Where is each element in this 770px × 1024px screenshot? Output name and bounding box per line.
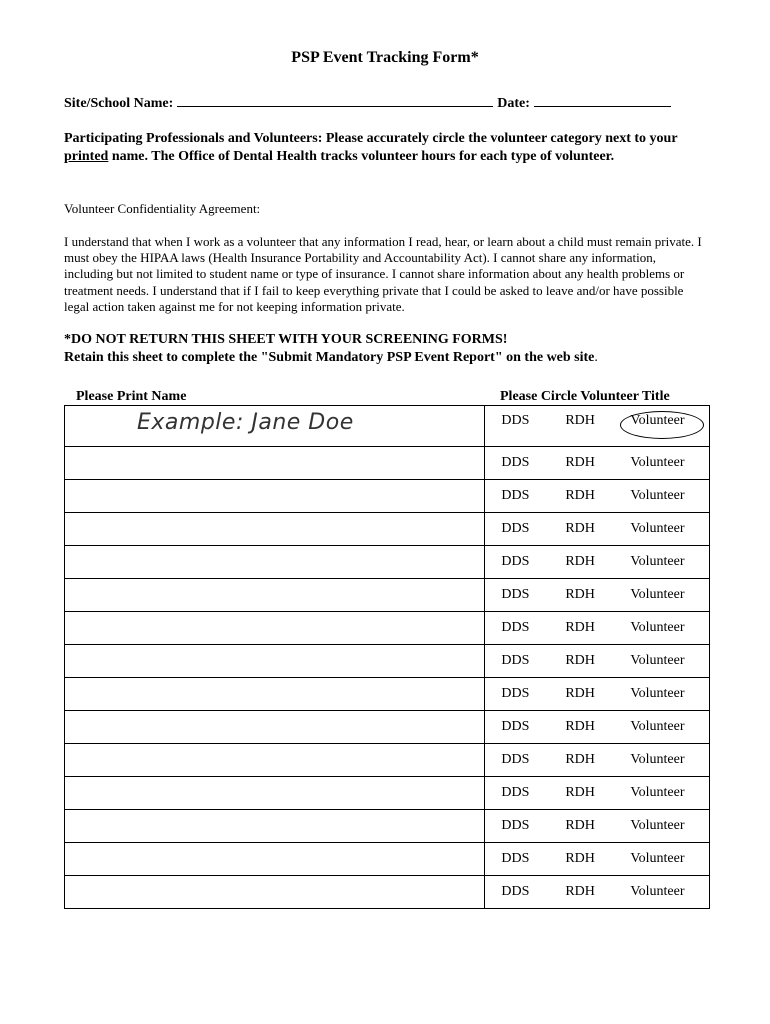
- participating-text-1: Participating Professionals and Volunteers: Please accurately circle the volunteer category next to your: [64, 131, 678, 146]
- option-volunteer[interactable]: Volunteer: [630, 653, 685, 668]
- title-cell: [485, 744, 710, 777]
- form-title: PSP Event Tracking Form*: [291, 49, 479, 66]
- option-dds[interactable]: DDS: [501, 413, 530, 428]
- name-cell[interactable]: [65, 612, 485, 645]
- table-row: [65, 645, 710, 678]
- title-cell: [485, 843, 710, 876]
- warning-period: .: [594, 350, 598, 365]
- option-rdh[interactable]: RDH: [565, 851, 595, 866]
- name-cell[interactable]: [65, 678, 485, 711]
- table-row: [65, 612, 710, 645]
- name-cell[interactable]: [65, 406, 485, 447]
- option-rdh[interactable]: RDH: [565, 521, 595, 536]
- option-rdh[interactable]: RDH: [565, 686, 595, 701]
- table-row: [65, 579, 710, 612]
- table-row-example: [65, 406, 710, 447]
- option-dds[interactable]: DDS: [501, 719, 530, 734]
- option-volunteer[interactable]: Volunteer: [630, 620, 685, 635]
- option-dds[interactable]: DDS: [501, 752, 530, 767]
- option-volunteer[interactable]: Volunteer: [630, 884, 685, 899]
- option-dds[interactable]: DDS: [501, 884, 530, 899]
- table-row: [65, 711, 710, 744]
- confidentiality-agreement: I understand that when I work as a volunteer that any information I read, hear, or learn about a child must remain private. I must obey the HIPAA laws (Health Insurance Portability and Accountability Act). I cannot share any information, including but not limited to student name or type of insurance. I cannot share information about any health problems or treatment needs. I understand that if I fail to keep everything private that I could be asked to leave and/or have possible legal action taken against me for not keeping information private.: [64, 234, 702, 314]
- option-rdh[interactable]: RDH: [565, 455, 595, 470]
- option-volunteer[interactable]: Volunteer: [630, 818, 685, 833]
- table-row: [65, 876, 710, 909]
- option-volunteer[interactable]: Volunteer: [630, 554, 685, 569]
- option-rdh[interactable]: RDH: [565, 719, 595, 734]
- option-dds[interactable]: DDS: [501, 851, 530, 866]
- option-dds[interactable]: DDS: [501, 686, 530, 701]
- title-cell: [485, 612, 710, 645]
- option-dds[interactable]: DDS: [501, 785, 530, 800]
- warning-line-2: [64, 349, 714, 367]
- name-cell[interactable]: [65, 447, 485, 480]
- title-cell: [485, 645, 710, 678]
- title-cell: [485, 777, 710, 810]
- option-volunteer[interactable]: Volunteer: [630, 752, 685, 767]
- option-volunteer[interactable]: Volunteer: [630, 488, 685, 503]
- site-label: Site/School Name:: [64, 96, 174, 111]
- option-dds[interactable]: DDS: [501, 653, 530, 668]
- name-cell[interactable]: [65, 645, 485, 678]
- table-row: [65, 777, 710, 810]
- option-volunteer[interactable]: Volunteer: [630, 785, 685, 800]
- option-rdh[interactable]: RDH: [565, 818, 595, 833]
- name-cell[interactable]: [65, 843, 485, 876]
- option-rdh[interactable]: RDH: [565, 488, 595, 503]
- option-dds[interactable]: DDS: [501, 587, 530, 602]
- warning-line-1: *DO NOT RETURN THIS SHEET WITH YOUR SCREENING FORMS!: [64, 332, 508, 347]
- name-column-header: Please Print Name: [76, 389, 187, 404]
- option-volunteer[interactable]: Volunteer: [630, 413, 685, 428]
- option-volunteer[interactable]: Volunteer: [630, 851, 685, 866]
- option-volunteer[interactable]: Volunteer: [630, 686, 685, 701]
- title-cell: [485, 711, 710, 744]
- option-rdh[interactable]: RDH: [565, 785, 595, 800]
- option-rdh[interactable]: RDH: [565, 587, 595, 602]
- option-volunteer[interactable]: Volunteer: [630, 455, 685, 470]
- name-cell[interactable]: [65, 480, 485, 513]
- name-cell[interactable]: [65, 546, 485, 579]
- site-date-line: [64, 94, 704, 112]
- table-row: [65, 480, 710, 513]
- table-row: [65, 678, 710, 711]
- printed-emphasis: printed: [64, 149, 109, 164]
- name-cell[interactable]: [65, 744, 485, 777]
- option-rdh[interactable]: RDH: [565, 554, 595, 569]
- option-rdh[interactable]: RDH: [565, 884, 595, 899]
- title-cell: [485, 678, 710, 711]
- option-rdh[interactable]: RDH: [565, 413, 595, 428]
- name-cell[interactable]: [65, 810, 485, 843]
- option-rdh[interactable]: RDH: [565, 752, 595, 767]
- date-label: Date:: [497, 96, 530, 111]
- option-dds[interactable]: DDS: [501, 521, 530, 536]
- title-cell: [485, 447, 710, 480]
- title-column-header: Please Circle Volunteer Title: [500, 389, 670, 404]
- option-dds[interactable]: DDS: [501, 488, 530, 503]
- option-volunteer[interactable]: Volunteer: [630, 587, 685, 602]
- title-cell: [485, 406, 710, 447]
- option-dds[interactable]: DDS: [501, 818, 530, 833]
- name-cell[interactable]: [65, 579, 485, 612]
- table-row: [65, 744, 710, 777]
- volunteer-table: [64, 405, 710, 909]
- option-volunteer[interactable]: Volunteer: [630, 521, 685, 536]
- table-row: [65, 810, 710, 843]
- title-cell: [485, 810, 710, 843]
- site-name-field[interactable]: [177, 94, 493, 107]
- warning-line-2-text: Retain this sheet to complete the "Submit Mandatory PSP Event Report" on the web site: [64, 350, 595, 365]
- table-row: [65, 447, 710, 480]
- table-row: [65, 546, 710, 579]
- date-field[interactable]: [534, 94, 671, 107]
- name-cell[interactable]: [65, 777, 485, 810]
- title-cell: [485, 876, 710, 909]
- table-row: [65, 513, 710, 546]
- table-row: [65, 843, 710, 876]
- option-volunteer[interactable]: Volunteer: [630, 719, 685, 734]
- option-rdh[interactable]: RDH: [565, 620, 595, 635]
- option-rdh[interactable]: RDH: [565, 653, 595, 668]
- name-cell[interactable]: [65, 876, 485, 909]
- option-dds[interactable]: DDS: [501, 554, 530, 569]
- participating-text-2: name. The Office of Dental Health tracks volunteer hours for each type of volunteer.: [108, 149, 615, 164]
- name-cell[interactable]: [65, 513, 485, 546]
- example-name: Example: Jane Doe: [137, 410, 354, 435]
- option-dds[interactable]: DDS: [501, 455, 530, 470]
- option-dds[interactable]: DDS: [501, 620, 530, 635]
- title-cell: [485, 513, 710, 546]
- title-cell: [485, 579, 710, 612]
- participating-instructions: [64, 130, 704, 166]
- name-cell[interactable]: [65, 711, 485, 744]
- title-cell: [485, 480, 710, 513]
- return-warning: [64, 331, 714, 367]
- title-cell: [485, 546, 710, 579]
- confidentiality-heading: Volunteer Confidentiality Agreement:: [64, 201, 261, 216]
